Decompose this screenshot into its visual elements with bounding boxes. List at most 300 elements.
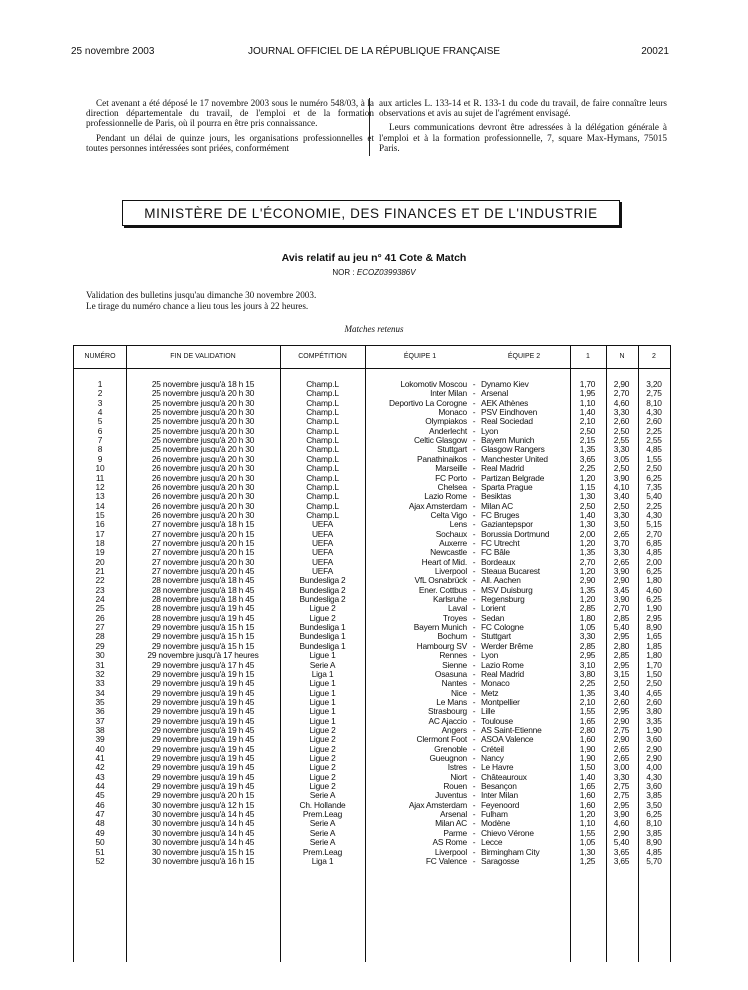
row-equipe-1: VfL Osnabrück [414, 575, 467, 586]
row-fin-validation: 29 novembre jusqu'à 19 h 45 [151, 771, 255, 782]
row-competition: Ligue 2 [309, 612, 336, 623]
team-separator: - [472, 612, 476, 623]
row-fin-validation: 30 novembre jusqu'à 14 h 45 [151, 818, 255, 829]
row-numero: 42 [95, 762, 105, 773]
intro-paragraph: aux articles L. 133-14 et R. 133-1 du code du travail, de faire connaître leurs observations et avis au sujet de l'agrément envisagé. [379, 98, 667, 119]
row-odds-1: 1,60 [579, 734, 596, 745]
row-numero: 1 [97, 379, 103, 389]
matches-caption: Matches retenus [344, 324, 404, 334]
row-odds-1: 2,85 [579, 640, 596, 651]
validation-text [86, 290, 316, 312]
team-separator: - [472, 650, 476, 661]
row-odds-1: 1,65 [579, 781, 596, 792]
row-odds-n: 2,85 [613, 650, 630, 661]
row-odds-n: 3,30 [613, 444, 630, 455]
row-competition: UEFA [311, 528, 334, 539]
row-odds-n: 2,50 [613, 463, 630, 474]
team-separator: - [472, 519, 476, 530]
row-competition: Liga 1 [311, 855, 334, 866]
row-odds-n: 3,65 [613, 846, 630, 857]
row-odds-2: 2,95 [646, 612, 662, 623]
row-odds-2: 2,90 [646, 743, 662, 754]
col-header-numero: NUMÉRO [84, 353, 116, 360]
team-separator: - [472, 444, 476, 455]
row-equipe-2: Inter Milan [481, 790, 518, 801]
row-numero: 43 [95, 771, 105, 782]
row-equipe-2: Lorient [481, 603, 506, 614]
row-numero: 36 [95, 706, 105, 717]
row-odds-2: 2,25 [646, 425, 662, 436]
team-separator: - [472, 790, 476, 801]
row-equipe-2: Glasgow Rangers [481, 444, 545, 455]
team-separator: - [472, 584, 476, 595]
row-equipe-1: Istres [447, 762, 467, 773]
row-equipe-1: Clermont Foot [416, 734, 467, 745]
row-fin-validation: 25 novembre jusqu'à 18 h 15 [151, 379, 255, 389]
row-fin-validation: 29 novembre jusqu'à 19 h 45 [151, 743, 255, 754]
row-equipe-1: Inter Milan [430, 388, 467, 399]
row-equipe-1: Celtic Glasgow [413, 435, 467, 446]
row-equipe-2: Saragosse [481, 855, 520, 866]
row-odds-1: 1,95 [579, 388, 596, 399]
row-odds-n: 3,15 [613, 668, 630, 679]
row-equipe-2: Créteil [481, 743, 504, 754]
row-fin-validation: 29 novembre jusqu'à 15 h 15 [151, 640, 255, 651]
row-odds-n: 2,65 [613, 528, 630, 539]
row-numero: 40 [95, 743, 105, 754]
row-numero: 20 [95, 556, 105, 567]
row-fin-validation: 30 novembre jusqu'à 16 h 15 [151, 855, 255, 866]
row-competition: Champ.L [306, 407, 339, 418]
row-equipe-1: Niort [450, 771, 467, 782]
team-separator: - [472, 781, 476, 792]
row-equipe-2: All. Aachen [481, 575, 521, 586]
row-odds-2: 2,70 [646, 528, 662, 539]
row-odds-n: 2,90 [613, 827, 630, 838]
row-odds-1: 3,30 [579, 631, 596, 642]
row-competition: Champ.L [306, 509, 339, 520]
row-odds-1: 2,85 [579, 603, 596, 614]
team-separator: - [472, 743, 476, 754]
row-odds-n: 3,90 [613, 566, 630, 576]
team-separator: - [472, 379, 476, 389]
row-odds-2: 6,25 [646, 594, 662, 605]
team-separator: - [472, 631, 476, 642]
row-numero: 11 [95, 472, 105, 483]
row-competition: Prem.Leag [302, 809, 343, 820]
row-odds-1: 1,20 [579, 566, 596, 576]
row-numero: 3 [97, 397, 103, 408]
row-odds-2: 5,40 [646, 491, 662, 502]
row-competition: Bundesliga 1 [299, 640, 346, 651]
team-separator: - [472, 668, 476, 679]
team-separator: - [472, 734, 476, 745]
row-fin-validation: 29 novembre jusqu'à 17 heures [147, 650, 259, 661]
row-odds-2: 4,30 [646, 771, 662, 782]
row-equipe-1: Milan AC [435, 818, 467, 829]
team-separator: - [472, 640, 476, 651]
row-numero: 18 [95, 537, 105, 548]
row-equipe-1: Strasbourg [428, 706, 467, 717]
team-separator: - [472, 388, 476, 399]
nor-reference [0, 268, 748, 277]
row-competition: UEFA [311, 556, 334, 567]
row-competition: Champ.L [306, 416, 339, 427]
row-fin-validation: 29 novembre jusqu'à 19 h 45 [151, 706, 255, 717]
row-equipe-1: Sienne [442, 659, 467, 670]
row-odds-2: 2,50 [646, 463, 662, 474]
row-odds-n: 2,90 [613, 734, 630, 745]
row-odds-n: 2,50 [613, 425, 630, 436]
row-equipe-2: AEK Athènes [481, 397, 529, 408]
row-fin-validation: 26 novembre jusqu'à 20 h 30 [151, 491, 255, 502]
row-numero: 22 [95, 575, 105, 586]
team-separator: - [472, 827, 476, 838]
row-equipe-1: Troyes [442, 612, 467, 623]
row-equipe-2: FC Bâle [481, 547, 510, 558]
row-odds-n: 2,50 [613, 500, 630, 511]
row-equipe-2: Sparta Prague [481, 481, 533, 492]
row-competition: Champ.L [306, 472, 339, 483]
row-equipe-1: Bayern Munich [413, 622, 467, 633]
row-numero: 5 [97, 416, 103, 427]
row-odds-n: 3,40 [613, 687, 630, 698]
row-equipe-2: Toulouse [481, 715, 513, 726]
row-equipe-2: Feyenoord [481, 799, 520, 810]
row-fin-validation: 29 novembre jusqu'à 20 h 15 [151, 790, 255, 801]
row-equipe-2: Gaziantepspor [481, 519, 533, 530]
row-odds-2: 1,65 [646, 631, 662, 642]
row-odds-1: 2,95 [579, 650, 596, 661]
row-fin-validation: 26 novembre jusqu'à 20 h 30 [151, 453, 255, 464]
avis-title: Avis relatif au jeu n° 41 Cote & Match [281, 252, 467, 264]
row-numero: 41 [95, 753, 105, 763]
row-competition: Champ.L [306, 397, 339, 408]
row-odds-1: 1,15 [579, 481, 596, 492]
row-odds-1: 1,20 [579, 594, 596, 605]
team-separator: - [472, 425, 476, 436]
row-equipe-2: Werder Brême [481, 640, 533, 651]
row-odds-n: 3,50 [613, 519, 630, 530]
col-header-odds-n: N [619, 353, 625, 360]
matches-table [73, 345, 671, 962]
row-odds-2: 5,70 [646, 855, 662, 866]
row-equipe-1: Stuttgart [437, 444, 467, 455]
team-separator: - [472, 481, 476, 492]
row-numero: 38 [95, 724, 105, 735]
row-odds-1: 1,65 [579, 715, 596, 726]
row-equipe-2: Chievo Vérone [481, 827, 534, 838]
row-odds-n: 3,45 [613, 584, 630, 595]
row-odds-n: 4,60 [613, 818, 630, 829]
row-equipe-1: Auxerre [439, 537, 467, 548]
team-separator: - [472, 696, 476, 707]
row-equipe-1: Grenoble [434, 743, 467, 754]
col-header-fin-validation: FIN DE VALIDATION [170, 353, 236, 360]
row-equipe-2: Lecce [481, 837, 503, 848]
row-fin-validation: 29 novembre jusqu'à 19 h 45 [151, 753, 255, 763]
row-equipe-1: Bochum [437, 631, 467, 642]
row-equipe-1: Panathinaikos [416, 453, 467, 464]
row-competition: Ligue 1 [309, 687, 336, 698]
row-equipe-2: Lyon [481, 650, 499, 661]
row-numero: 7 [97, 435, 103, 446]
row-numero: 34 [95, 687, 105, 698]
row-competition: Bundesliga 2 [299, 575, 346, 586]
row-equipe-1: Newcastle [430, 547, 467, 558]
header-rule [74, 368, 670, 369]
row-odds-1: 3,80 [579, 668, 596, 679]
row-odds-n: 3,30 [613, 547, 630, 558]
row-equipe-2: Lille [481, 706, 495, 717]
row-odds-2: 3,50 [646, 799, 662, 810]
team-separator: - [472, 846, 476, 857]
row-odds-n: 4,60 [613, 397, 630, 408]
row-fin-validation: 30 novembre jusqu'à 12 h 15 [151, 799, 255, 810]
row-numero: 49 [95, 827, 105, 838]
row-fin-validation: 26 novembre jusqu'à 20 h 30 [151, 481, 255, 492]
row-odds-2: 4,30 [646, 407, 662, 418]
row-numero: 24 [95, 594, 105, 605]
row-equipe-1: Laval [447, 603, 467, 614]
row-competition: Ligue 1 [309, 715, 336, 726]
validation-line: Validation des bulletins jusqu'au dimanche 30 novembre 2003. [86, 290, 317, 300]
row-odds-2: 3,20 [646, 379, 662, 389]
row-equipe-2: Châteauroux [481, 771, 527, 782]
team-separator: - [472, 509, 476, 520]
row-fin-validation: 30 novembre jusqu'à 14 h 45 [151, 809, 255, 820]
row-odds-n: 3,00 [613, 762, 630, 773]
row-odds-2: 6,25 [646, 809, 662, 820]
row-odds-1: 1,40 [579, 509, 596, 520]
row-odds-2: 2,25 [646, 500, 662, 511]
nor-code: ECOZ0399386V [356, 268, 416, 277]
row-odds-2: 1,50 [646, 668, 662, 679]
row-equipe-1: Lazio Rome [424, 491, 467, 502]
row-fin-validation: 28 novembre jusqu'à 18 h 45 [151, 575, 255, 586]
col-header-equipe-1: ÉQUIPE 1 [403, 353, 437, 360]
row-equipe-2: Sedan [481, 612, 505, 623]
row-equipe-2: Milan AC [481, 500, 513, 511]
row-fin-validation: 30 novembre jusqu'à 15 h 15 [151, 846, 255, 857]
row-odds-1: 1,30 [579, 491, 596, 502]
row-numero: 29 [95, 640, 105, 651]
row-competition: UEFA [311, 519, 334, 530]
intro-paragraph: Leurs communications devront être adressées à la délégation générale à l'emploi et à la formation professionnelle, 7, square Max-Hymans, 75015 Paris. [379, 122, 667, 153]
row-numero: 39 [95, 734, 105, 745]
row-competition: Champ.L [306, 463, 339, 474]
team-separator: - [472, 407, 476, 418]
row-equipe-2: Bordeaux [481, 556, 516, 567]
row-fin-validation: 28 novembre jusqu'à 18 h 45 [151, 594, 255, 605]
row-numero: 19 [95, 547, 105, 558]
row-equipe-1: Nice [451, 687, 467, 698]
row-odds-n: 3,40 [613, 491, 630, 502]
row-odds-1: 2,25 [579, 678, 596, 689]
row-numero: 52 [95, 855, 105, 866]
row-equipe-2: Fulham [481, 809, 508, 820]
team-separator: - [472, 453, 476, 464]
row-equipe-1: Rennes [439, 650, 467, 661]
team-separator: - [472, 659, 476, 670]
row-competition: Ch. Hollande [299, 799, 346, 810]
row-odds-1: 1,60 [579, 790, 596, 801]
row-equipe-1: AS Rome [432, 837, 467, 848]
row-odds-2: 6,25 [646, 472, 662, 483]
row-numero: 25 [95, 603, 105, 614]
row-odds-n: 3,05 [613, 453, 630, 464]
row-competition: Ligue 2 [309, 724, 336, 735]
row-numero: 9 [97, 453, 103, 464]
row-numero: 51 [95, 846, 105, 857]
row-equipe-2: Real Madrid [481, 463, 524, 474]
row-odds-n: 3,65 [613, 855, 630, 866]
row-numero: 16 [95, 519, 105, 530]
row-equipe-1: Ajax Amsterdam [408, 500, 467, 511]
row-equipe-2: Arsenal [481, 388, 508, 399]
row-equipe-1: Liverpool [434, 846, 467, 857]
row-odds-1: 1,35 [579, 687, 596, 698]
column-divider [369, 98, 370, 156]
row-equipe-2: FC Cologne [481, 622, 524, 633]
row-competition: Serie A [309, 818, 336, 829]
row-odds-1: 2,25 [579, 463, 596, 474]
row-odds-1: 1,10 [579, 818, 596, 829]
row-fin-validation: 27 novembre jusqu'à 20 h 30 [151, 556, 255, 567]
row-competition: Ligue 2 [309, 762, 336, 773]
row-odds-1: 3,10 [579, 659, 596, 670]
row-equipe-2: Bayern Munich [481, 435, 535, 446]
row-numero: 48 [95, 818, 105, 829]
team-separator: - [472, 397, 476, 408]
row-odds-n: 2,95 [613, 799, 630, 810]
row-odds-1: 2,15 [579, 435, 596, 446]
row-equipe-2: Besiktas [481, 491, 512, 502]
row-fin-validation: 30 novembre jusqu'à 14 h 45 [151, 827, 255, 838]
row-equipe-1: Gueugnon [429, 753, 467, 763]
row-equipe-2: AS Saint-Etienne [481, 724, 542, 735]
row-equipe-2: Le Havre [481, 762, 514, 773]
row-numero: 10 [95, 463, 105, 474]
row-odds-2: 4,65 [646, 687, 662, 698]
row-odds-1: 1,25 [579, 855, 596, 866]
row-odds-2: 3,80 [646, 706, 662, 717]
row-odds-n: 2,80 [613, 640, 630, 651]
row-odds-2: 3,85 [646, 827, 662, 838]
row-equipe-1: Monaco [438, 407, 467, 418]
row-odds-2: 4,85 [646, 846, 662, 857]
row-competition: Champ.L [306, 481, 339, 492]
row-numero: 26 [95, 612, 105, 623]
row-equipe-1: AC Ajaccio [428, 715, 467, 726]
row-odds-n: 2,70 [613, 603, 630, 614]
row-odds-1: 1,90 [579, 743, 596, 754]
row-fin-validation: 25 novembre jusqu'à 20 h 30 [151, 397, 255, 408]
row-equipe-1: Lens [449, 519, 467, 530]
row-odds-2: 3,60 [646, 734, 662, 745]
row-equipe-2: Nancy [481, 753, 504, 763]
row-competition: Ligue 2 [309, 781, 336, 792]
row-fin-validation: 29 novembre jusqu'à 19 h 45 [151, 696, 255, 707]
row-numero: 47 [95, 809, 105, 820]
row-odds-1: 1,30 [579, 846, 596, 857]
row-fin-validation: 29 novembre jusqu'à 19 h 45 [151, 734, 255, 745]
row-numero: 32 [95, 668, 105, 679]
header-page-number: 20021 [641, 46, 669, 57]
row-odds-2: 4,00 [646, 762, 662, 773]
row-equipe-1: Ajax Amsterdam [408, 799, 467, 810]
row-equipe-1: Parme [443, 827, 467, 838]
row-equipe-1: Ener. Cottbus [418, 584, 467, 595]
row-numero: 8 [97, 444, 103, 455]
row-numero: 15 [95, 509, 105, 520]
team-separator: - [472, 715, 476, 726]
row-equipe-2: Metz [481, 687, 499, 698]
row-odds-n: 2,60 [613, 696, 630, 707]
row-numero: 2 [97, 388, 103, 399]
row-odds-1: 1,80 [579, 612, 596, 623]
team-separator: - [472, 416, 476, 427]
row-competition: Ligue 1 [309, 650, 336, 661]
row-fin-validation: 29 novembre jusqu'à 15 h 15 [151, 622, 255, 633]
row-odds-n: 3,90 [613, 472, 630, 483]
row-fin-validation: 27 novembre jusqu'à 20 h 15 [151, 537, 255, 548]
ministry-heading: MINISTÈRE DE L'ÉCONOMIE, DES FINANCES ET DE L'INDUSTRIE [122, 200, 620, 226]
row-fin-validation: 25 novembre jusqu'à 20 h 30 [151, 435, 255, 446]
row-odds-n: 3,30 [613, 407, 630, 418]
row-odds-2: 4,85 [646, 444, 662, 455]
row-numero: 4 [97, 407, 103, 418]
row-odds-n: 2,85 [613, 612, 630, 623]
team-separator: - [472, 566, 476, 576]
row-equipe-1: Rouen [443, 781, 467, 792]
row-fin-validation: 25 novembre jusqu'à 20 h 30 [151, 425, 255, 436]
row-fin-validation: 29 novembre jusqu'à 19 h 45 [151, 762, 255, 773]
team-separator: - [472, 528, 476, 539]
row-competition: Champ.L [306, 444, 339, 455]
row-equipe-2: Besançon [481, 781, 517, 792]
row-odds-n: 3,70 [613, 537, 630, 548]
row-odds-1: 1,05 [579, 622, 596, 633]
header-date: 25 novembre 2003 [71, 46, 155, 57]
row-numero: 50 [95, 837, 105, 848]
row-odds-2: 7,35 [646, 481, 662, 492]
row-competition: Ligue 1 [309, 696, 336, 707]
row-odds-1: 1,70 [579, 379, 596, 389]
row-competition: Ligue 2 [309, 753, 336, 763]
row-fin-validation: 28 novembre jusqu'à 18 h 45 [151, 584, 255, 595]
team-separator: - [472, 603, 476, 614]
row-odds-n: 2,90 [613, 715, 630, 726]
row-equipe-1: Arsenal [440, 809, 467, 820]
row-odds-1: 1,40 [579, 407, 596, 418]
row-equipe-1: Sochaux [435, 528, 467, 539]
row-fin-validation: 25 novembre jusqu'à 20 h 30 [151, 416, 255, 427]
row-odds-1: 1,10 [579, 397, 596, 408]
row-odds-1: 1,35 [579, 547, 596, 558]
row-odds-2: 5,15 [646, 519, 662, 530]
row-equipe-2: Real Madrid [481, 668, 524, 679]
row-odds-n: 2,65 [613, 743, 630, 754]
row-fin-validation: 28 novembre jusqu'à 19 h 45 [151, 612, 255, 623]
row-numero: 12 [95, 481, 105, 492]
intro-paragraph: Cet avenant a été déposé le 17 novembre 2003 sous le numéro 548/03, à la direction départementale du travail, de l'emploi et de la formation professionnelle de Paris, où il pourra en être pris connaissance. [86, 98, 374, 129]
row-equipe-1: Celta Vigo [430, 509, 467, 520]
row-competition: UEFA [311, 566, 334, 576]
row-numero: 28 [95, 631, 105, 642]
row-competition: Ligue 2 [309, 603, 336, 614]
row-numero: 21 [95, 566, 105, 576]
